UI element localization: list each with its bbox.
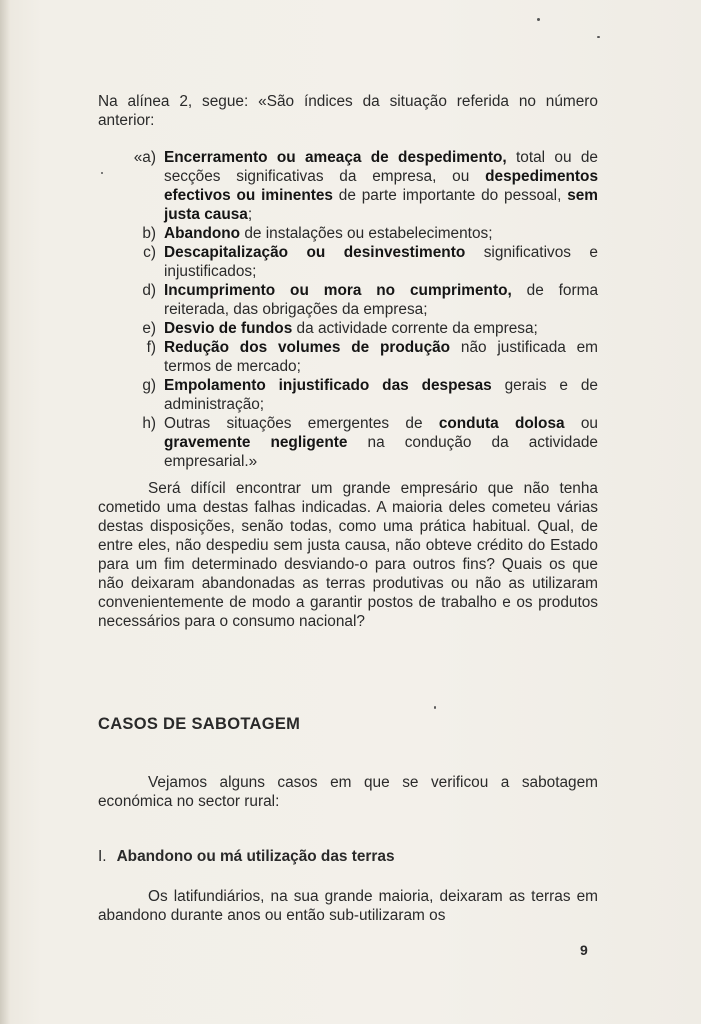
list-item (98, 148, 598, 224)
intro-text: Na alínea 2, segue: «São índices da situação referida no número anterior: (98, 93, 598, 129)
list-item-label: «a) (133, 149, 156, 166)
paper-speck (434, 706, 436, 709)
page-fold-shadow (0, 0, 10, 1024)
bold-phrase: sem justa causa (164, 187, 598, 223)
list-item-text (164, 148, 598, 224)
list-item-label: f) (146, 339, 156, 356)
list-item-text (164, 319, 598, 338)
bold-phrase: Incumprimento ou mora no cumprimento, (164, 282, 512, 299)
subsection-heading (98, 848, 395, 866)
list-item (98, 224, 598, 243)
paper-speck (537, 18, 540, 21)
list-item (98, 338, 598, 376)
text-run: de instalações ou estabelecimentos; (240, 225, 493, 242)
paragraph-4 (98, 887, 598, 925)
list-item-text (164, 338, 598, 376)
bold-phrase: Descapitalização ou desinvestimento (164, 244, 466, 261)
bold-phrase: despedimentos efectivos ou iminentes (164, 168, 598, 204)
list-item (98, 243, 598, 281)
list-item-text (164, 243, 598, 281)
paragraph-2 (98, 479, 598, 631)
text-run: ; (247, 206, 253, 223)
bold-phrase: gravemente negligente (164, 434, 348, 451)
page-number: 9 (580, 942, 588, 958)
paragraph-4-text: Os latifundiários, na sua grande maioria, deixaram as terras em abandono durante anos ou então sub-utilizaram os (98, 888, 598, 924)
subsection-number: I. (98, 848, 107, 865)
list-item-text (164, 281, 598, 319)
list-item (98, 281, 598, 319)
list-item-label: c) (143, 244, 156, 261)
text-run: significativos e injustificados; (164, 244, 598, 280)
text-run: gerais e de administração; (164, 377, 598, 413)
paper-speck (597, 36, 600, 38)
list-item (98, 414, 598, 471)
bold-phrase: Redução dos volumes de produção (164, 339, 451, 356)
paragraph-2-text: Será difícil encontrar um grande empresário que não tenha cometido uma destas falhas indicadas. A maioria deles cometeu várias destas disposições, senão todas, como uma prática habitual. Qual, de entre eles, não despediu sem justa causa, não obteve crédito do Estado para um fim determinado desviando-o para outros fins? Quais os que não deixaram abandonadas as terras produtivas ou não as utilizaram convenientemente de modo a garantir postos de trabalho e os produtos necessários para o consumo nacional? (98, 480, 598, 630)
text-run: não justificada em termos de mercado; (164, 339, 598, 375)
list-item-text (164, 376, 598, 414)
list-item (98, 319, 598, 338)
list-item-text (164, 224, 598, 243)
list-item-label: d) (142, 282, 156, 299)
subsection-title: Abandono ou má utilização das terras (116, 848, 395, 865)
list-item-text (164, 414, 598, 471)
text-run: total ou de secções significativas da empresa, ou (164, 149, 598, 185)
bold-phrase: Desvio de fundos (164, 320, 293, 337)
list-item (98, 376, 598, 414)
bold-phrase: Empolamento injustificado das despesas (164, 377, 492, 394)
bold-phrase: Abandono (164, 225, 241, 242)
text-run: ou (564, 415, 598, 432)
bold-phrase: Encerramento ou ameaça de despedimento, (164, 149, 507, 166)
intro-paragraph (98, 92, 598, 130)
text-run: da actividade corrente da empresa; (292, 320, 538, 337)
bold-phrase: conduta dolosa (438, 415, 565, 432)
list-item-label: g) (142, 377, 156, 394)
text-run: na condução da actividade empresarial.» (164, 434, 598, 470)
list-item-label: b) (142, 225, 156, 242)
paragraph-3-text: Vejamos alguns casos em que se verificou a sabotagem económica no sector rural: (98, 774, 598, 810)
criteria-list (98, 148, 598, 471)
text-run: de forma reiterada, das obrigações da empresa; (164, 282, 599, 318)
section-heading: CASOS DE SABOTAGEM (98, 715, 301, 733)
text-run: de parte importante do pessoal, (332, 187, 568, 204)
list-item-label: e) (142, 320, 156, 337)
text-run: Outras situações emergentes de (164, 415, 439, 432)
paragraph-3 (98, 773, 598, 811)
list-item-label: h) (142, 415, 156, 432)
